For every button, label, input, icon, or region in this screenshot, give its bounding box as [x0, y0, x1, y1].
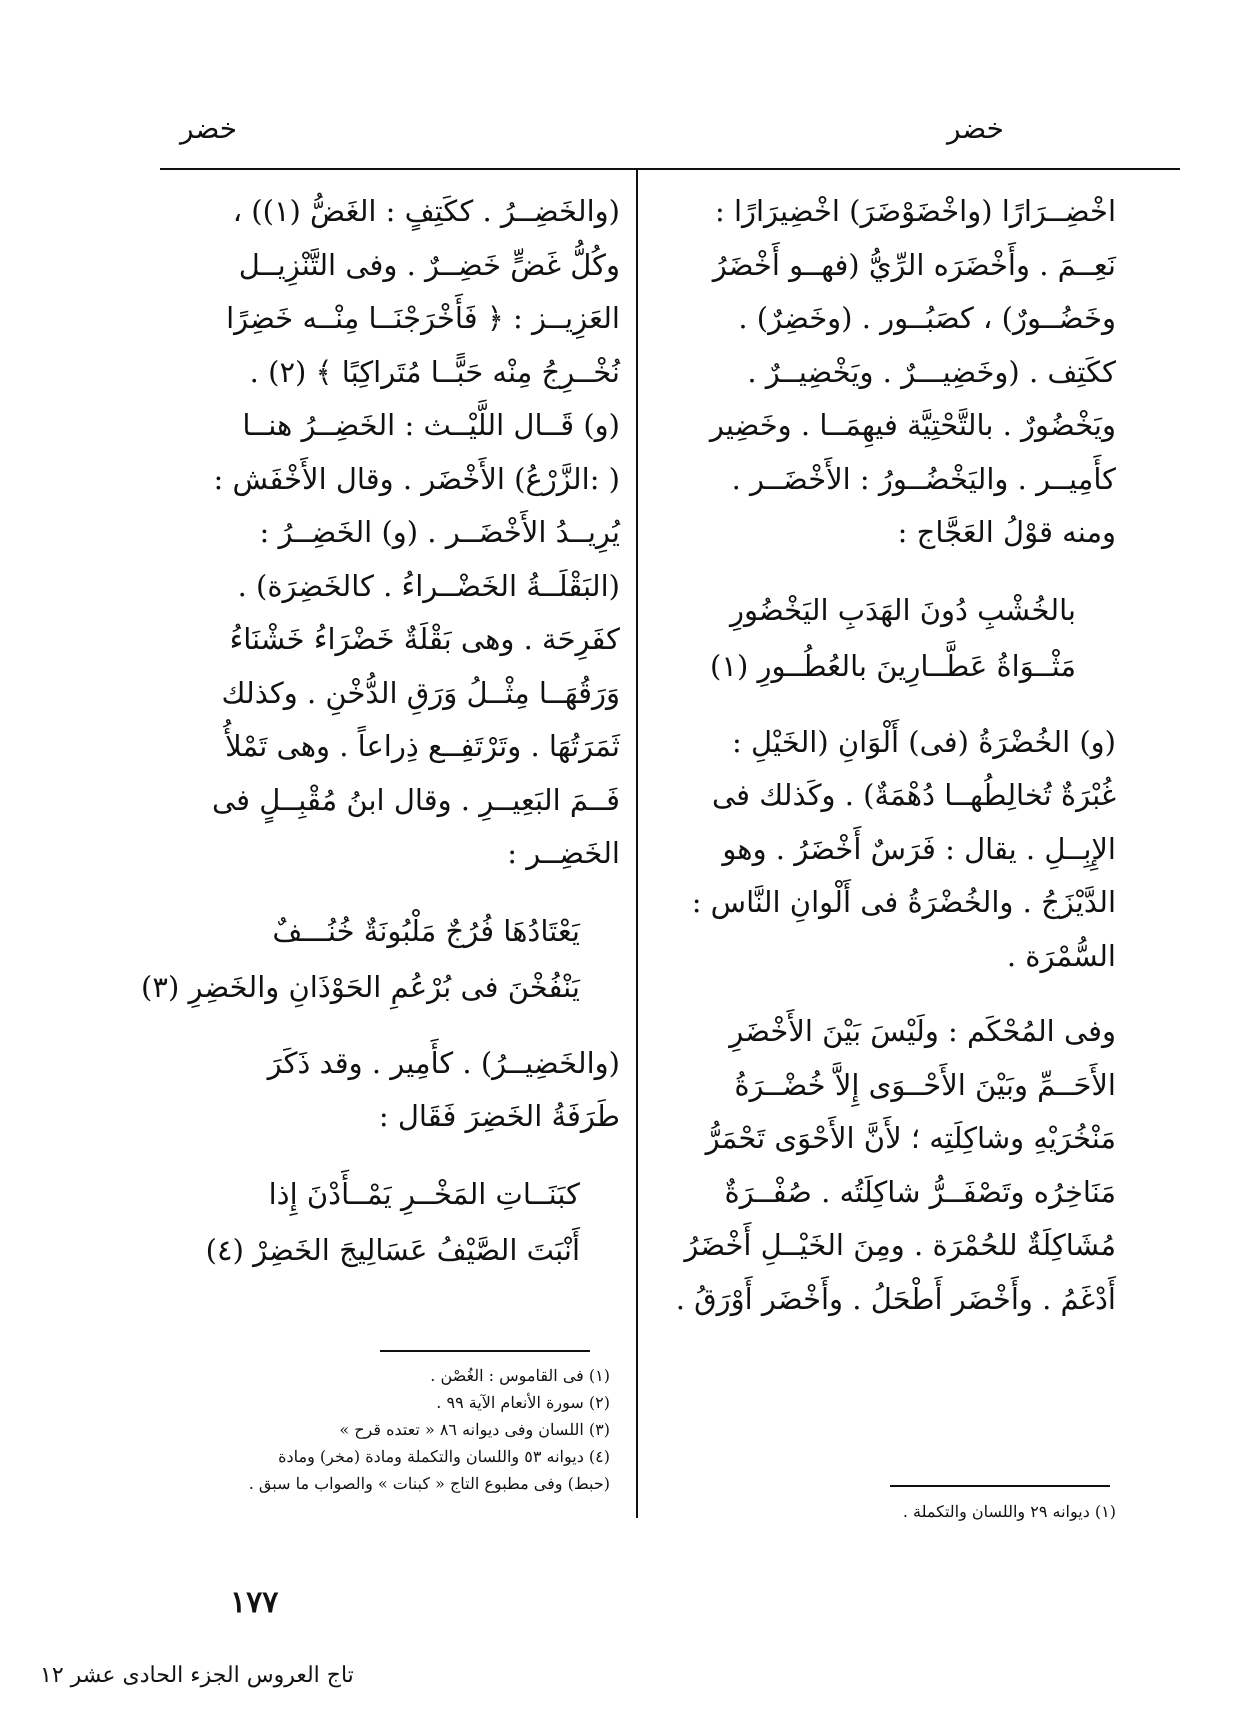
- text-line: يُرِيــدُ الأَخْضَــر . (و) الخَضِــرُ :: [259, 515, 620, 549]
- text-line: (و) قَــال اللَّيْــث : الخَضِــرُ هنــا: [242, 408, 620, 442]
- verse-line: أَنْبَتَ الصَّيْفُ عَسَالِيجَ الخَضِرْ (٤): [205, 1232, 580, 1267]
- text-line: كفَرِحَة . وهى بَقْلَةٌ خَضْرَاءُ خَشْنَاءُ: [229, 622, 620, 656]
- footnote: (٢) سورة الأنعام الآية ٩٩ .: [436, 1393, 610, 1412]
- text-line: فَــمَ البَعِيــرِ . وقال ابنُ مُقْبِــلٍ فى: [212, 782, 620, 817]
- text-line: وفى المُحْكَم : ولَيْسَ بَيْنَ الأَخْضَرِ: [729, 1014, 1116, 1048]
- footnote: (٣) اللسان وفى ديوانه ٨٦ « تعتده قرح »: [339, 1420, 610, 1439]
- text-line: ( :الزَّرْعُ) الأَخْضَر . وقال الأَخْفَش :: [213, 461, 620, 496]
- text-line: اخْضِــرَارًا (واخْضَوْضَرَ) اخْضِيرَارًا :: [714, 194, 1116, 228]
- text-line: الدَّيْزَجُ . والخُضْرَةُ فى أَلْوانِ النَّاس :: [691, 885, 1116, 919]
- text-line: وكُلُّ غَضٍّ خَضِــرٌ . وفى التَّنْزِيــل: [238, 247, 620, 282]
- text-line: وَرَقُهَــا مِثْــلُ وَرَقِ الدُّخْنِ . وكذلك: [221, 675, 620, 710]
- right-column: [616, 185, 1116, 1326]
- verse-line: يَنْفُخْنَ فى بُرْعُمِ الحَوْذَانِ والخَضِرِ (٣): [141, 969, 580, 1004]
- header-left: خضر: [180, 112, 238, 145]
- footnote: (١) ديوانه ٢٩ واللسان والتكملة .: [902, 1502, 1116, 1521]
- footnotes-right: [636, 1498, 1116, 1525]
- text-line: ومنه قوْلُ العَجَّاج :: [897, 515, 1116, 549]
- text-line: الخَضِــر :: [507, 836, 620, 870]
- text-line: طَرَفَةُ الخَضِرَ فَقَال :: [378, 1099, 620, 1133]
- text-line: الأَحَــمِّ وبَيْنَ الأَحْــوَى إِلاَّ خُضْــرَةُ: [734, 1067, 1116, 1102]
- text-line: السُّمْرَة .: [1006, 938, 1116, 973]
- verse-line: بالخُشْبِ دُونَ الهَدَبِ اليَخْضُورِ: [730, 592, 1076, 627]
- text-line: مَنْخُرَيْهِ وشاكِلَتِه ؛ لأَنَّ الأَحْوَى تَحْمَرُّ: [705, 1121, 1116, 1155]
- text-line: ككَتِف . (وخَضِيـــرٌ . ويَخْضِيــرٌ .: [747, 354, 1116, 389]
- verse-line: كبَنَــاتِ المَخْــرِ يَمْــأَدْنَ إِذا: [268, 1176, 580, 1211]
- text-line: نُخْــرِجُ مِنْه حَبًّــا مُتَراكِبًا ﴾ (٢) .: [249, 354, 620, 389]
- text-line: نَعِــمَ . وأَخْضَرَه الرِّيُّ (فهــو أَخْضَرُ: [712, 247, 1116, 282]
- footnote-rule: [380, 1350, 590, 1352]
- text-line: كأَمِيــر . واليَخْضُــورُ : الأَخْضَــر .: [731, 461, 1116, 496]
- text-line: (البَقْلَــةُ الخَضْــراءُ . كالخَضِرَة) .: [237, 568, 620, 603]
- text-line: الإِبِــلِ . يقال : فَرَسٌ أَخْضَرُ . وهو: [722, 831, 1116, 866]
- text-line: غُبْرَةٌ تُخالِطُهــا دُهْمَةٌ) . وكَذلك فى: [711, 778, 1116, 812]
- text-line: ويَخْضُورٌ . بالتَّحْتِيَّة فيهِمَــا . وخَضِير: [709, 408, 1116, 442]
- text-line: وخَضُــورٌ) ، كصَبُــور . (وخَضِرٌ) .: [738, 301, 1116, 335]
- footnote-rule: [890, 1485, 1110, 1487]
- text-line: (و) الخُضْرَةُ (فى) أَلْوَانِ (الخَيْلِ :: [732, 724, 1116, 759]
- footnote: (حبط) وفى مطبوع التاج « كبنات » والصواب ما سبق .: [248, 1474, 610, 1493]
- text-line: (والخَضِيــرُ) . كأَمِير . وقد ذَكَرَ: [267, 1045, 620, 1080]
- text-line: أَدْغَمُ . وأَخْضَر أَطْحَلُ . وأَخْضَر أَوْرَقُ .: [675, 1281, 1116, 1316]
- text-line: (والخَضِــرُ . ككَتِفٍ : الغَضُّ (١)) ،: [232, 194, 620, 228]
- verse-line: مَثْــوَاةُ عَطَّــارِينَ بالعُطُــورِ (١): [710, 648, 1076, 683]
- left-column: [141, 185, 620, 1278]
- text-line: مُشَاكِلَةٌ للحُمْرَة . ومِنَ الخَيْــلِ أَخْضَرُ: [684, 1228, 1116, 1262]
- footnotes-left: [160, 1362, 610, 1497]
- text-line: مَنَاخِرُه وتَصْفَــرُّ شاكِلَتُه . صُفْــرَةٌ: [724, 1174, 1116, 1209]
- top-rule: [160, 168, 1180, 170]
- footnote: (١) فى القاموس : الغُصْن .: [430, 1366, 610, 1385]
- text-line: ثَمَرَتُهَا . وتَرْتَفِــع ذِراعاً . وهى تَمْلأُ: [225, 729, 620, 763]
- footnote: (٤) ديوانه ٥٣ واللسان والتكملة ومادة (مخر) ومادة: [278, 1447, 610, 1466]
- page-number: ١٧٧: [230, 1585, 279, 1620]
- verse-line: يَعْتَادُهَا فُرُجٌ مَلْبُونَةٌ خُنُـــفٌ: [272, 913, 580, 948]
- header-right: خضر: [946, 112, 1004, 145]
- running-footer: تاج العروس الجزء الحادى عشر ١٢: [40, 1663, 354, 1688]
- text-line: العَزِيــز : ﴿ فَأَخْرَجْنَــا مِنْــه خَضِرًا: [226, 301, 620, 335]
